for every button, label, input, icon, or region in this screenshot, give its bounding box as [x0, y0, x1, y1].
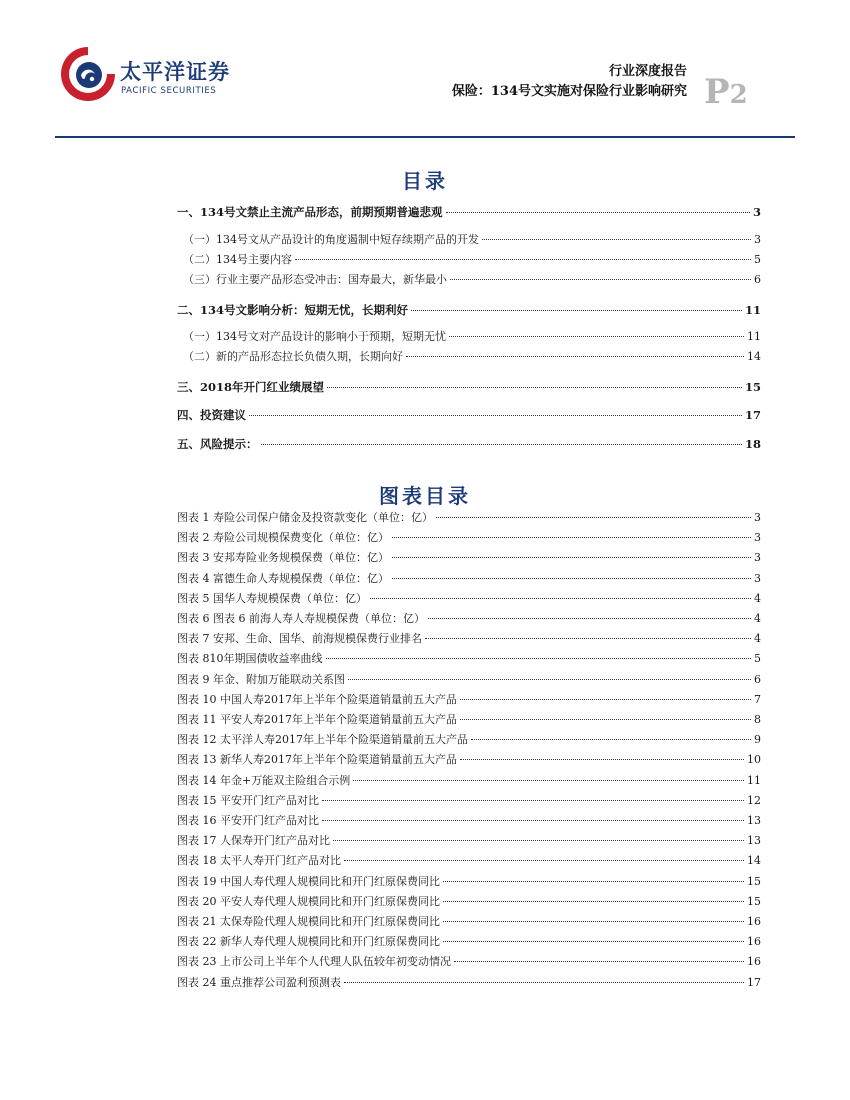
toc-entry-page: 4: [754, 632, 761, 646]
toc-entry-page: 6: [754, 672, 761, 686]
page-prefix: P: [704, 72, 730, 112]
toc-entry[interactable]: [177, 774, 761, 788]
toc-entry-label: （二）134号主要内容: [183, 253, 292, 266]
toc-entry-label: （二）新的产品形态拉长负债久期，长期向好: [183, 350, 403, 363]
dot-leader: [436, 517, 751, 518]
toc-entry-page: 16: [747, 955, 761, 969]
brand-name-en: PACIFIC SECURITIES: [121, 86, 217, 96]
toc-entry-page: 15: [747, 894, 761, 908]
toc-entry-page: 9: [754, 733, 761, 747]
toc-entry-page: 11: [744, 303, 761, 317]
dot-leader: [450, 279, 751, 280]
toc-entry[interactable]: [177, 976, 761, 990]
toc-entry-page: 13: [747, 834, 761, 848]
toc-entry-page: 11: [747, 330, 761, 343]
toc-entry-label: 图表 3 安邦寿险业务规模保费（单位：亿）: [177, 551, 389, 565]
toc-entry-label: 四、投资建议: [177, 408, 246, 422]
dot-leader: [295, 259, 751, 260]
toc-entry[interactable]: [177, 531, 761, 545]
figures-title: 图表目录: [379, 484, 471, 508]
toc-entry-label: 图表 2 寿险公司规模保费变化（单位：亿）: [177, 531, 389, 545]
toc-entry[interactable]: [177, 794, 761, 808]
toc-entry[interactable]: [177, 673, 761, 687]
dot-leader: [411, 310, 742, 311]
toc-entry-page: 17: [747, 975, 761, 989]
toc-entry-label: 图表 4 富德生命人寿规模保费（单位：亿）: [177, 571, 389, 585]
toc-entry-label: 图表 23 上市公司上半年个人代理人队伍较年初变动情况: [177, 955, 451, 969]
dot-leader: [428, 618, 751, 619]
toc-entry-label: 图表 17 人保寿开门红产品对比: [177, 834, 330, 848]
toc-entry-page: 8: [754, 713, 761, 726]
dot-leader: [482, 239, 751, 240]
dot-leader: [370, 598, 751, 599]
dot-leader: [392, 578, 751, 579]
toc-entry-page: 15: [747, 874, 761, 888]
toc-entry-label: （一）134号文从产品设计的角度遏制中短存续期产品的开发: [183, 233, 479, 246]
toc-entry[interactable]: [183, 233, 761, 247]
toc-entry-label: 图表 14 年金+万能双主险组合示例: [177, 773, 351, 787]
dot-leader: [249, 415, 742, 416]
toc-entry-page: 3: [754, 551, 761, 565]
toc-entry-label: 图表 20 平安人寿代理人规模同比和开门红原保费同比: [177, 894, 440, 908]
toc-entry[interactable]: [177, 935, 761, 949]
toc-entry-page: 16: [747, 915, 761, 928]
dot-leader: [406, 356, 744, 357]
dot-leader: [344, 982, 744, 983]
toc-entry[interactable]: [177, 551, 761, 565]
toc-entry-label: 一、134号文禁止主流产品形态，前期预期普遍悲观: [177, 205, 443, 219]
toc-entry-page: 15: [744, 380, 761, 394]
toc-entry[interactable]: [177, 303, 761, 317]
toc-entry-page: 4: [754, 612, 761, 625]
toc-entry-page: 14: [747, 854, 761, 868]
dot-leader: [327, 387, 742, 388]
dot-leader: [471, 739, 751, 740]
toc-entry[interactable]: [177, 437, 761, 451]
page-number-value: 2: [729, 80, 748, 110]
toc-entry[interactable]: [177, 612, 761, 626]
dot-leader: [460, 759, 744, 760]
toc-entry[interactable]: [177, 955, 761, 969]
toc-entry-label: （一）134号文对产品设计的影响小于预期，短期无忧: [183, 330, 446, 343]
toc-entry[interactable]: [177, 854, 761, 868]
toc-entry[interactable]: [177, 511, 761, 525]
toc-title: 目录: [402, 169, 448, 193]
toc-entry-label: 图表 11 平安人寿2017年上半年个险渠道销量前五大产品: [177, 713, 457, 726]
dot-leader: [449, 336, 744, 337]
dot-leader: [322, 820, 744, 821]
dot-leader: [322, 800, 744, 801]
toc-entry-label: 图表 5 国华人寿规模保费（单位：亿）: [177, 591, 367, 605]
toc-entry-page: 5: [754, 253, 761, 266]
toc-entry-label: 五、风险提示：: [177, 437, 258, 451]
toc-entry-page: 6: [754, 273, 761, 286]
dot-leader: [353, 780, 744, 781]
pacific-securities-logo-icon: [58, 44, 118, 104]
toc-entry[interactable]: [177, 713, 761, 727]
dot-leader: [344, 860, 744, 861]
toc-entry-label: 图表 15 平安开门红产品对比: [177, 793, 319, 807]
toc-entry[interactable]: [177, 895, 761, 909]
toc-entry[interactable]: [183, 253, 761, 267]
toc-entry-page: 11: [747, 773, 761, 787]
toc-entry-page: 12: [747, 793, 761, 807]
toc-entry[interactable]: [177, 572, 761, 586]
dot-leader: [326, 658, 752, 659]
dot-leader: [348, 679, 751, 680]
toc-entry-label: 图表 1 寿险公司保户储金及投资款变化（单位：亿）: [177, 511, 433, 524]
toc-entry-label: 图表 19 中国人寿代理人规模同比和开门红原保费同比: [177, 874, 440, 888]
toc-entry-label: 图表 13 新华人寿2017年上半年个险渠道销量前五大产品: [177, 753, 457, 767]
dot-leader: [443, 881, 744, 882]
toc-entry-page: 18: [744, 437, 761, 451]
toc-entry[interactable]: [177, 380, 761, 394]
dot-leader: [261, 444, 742, 445]
header-divider: [55, 136, 795, 138]
toc-entry[interactable]: [177, 693, 761, 707]
toc-entry-label: 图表 10 中国人寿2017年上半年个险渠道销量前五大产品: [177, 692, 457, 706]
toc-entry-page: 14: [747, 350, 761, 363]
toc-entry-page: 3: [754, 571, 761, 585]
toc-entry-label: 图表 16 平安开门红产品对比: [177, 814, 319, 827]
toc-entry[interactable]: [177, 205, 761, 219]
toc-entry[interactable]: [183, 273, 761, 287]
toc-entry[interactable]: [177, 834, 761, 848]
toc-entry[interactable]: [177, 632, 761, 646]
toc-entry[interactable]: [183, 350, 761, 364]
dot-leader: [333, 840, 744, 841]
toc-entry-label: 图表 9 年金、附加万能联动关系图: [177, 672, 345, 686]
toc-entry[interactable]: [177, 733, 761, 747]
toc-entry[interactable]: [177, 875, 761, 889]
report-type: 行业深度报告: [608, 64, 687, 79]
toc-entry-label: 图表 6 图表 6 前海人寿人寿规模保费（单位：亿）: [177, 612, 425, 625]
toc-entry[interactable]: [177, 814, 761, 828]
dot-leader: [392, 557, 751, 558]
toc-entry-page: 5: [754, 652, 761, 666]
dot-leader: [443, 941, 744, 942]
toc-entry-page: 10: [747, 753, 761, 767]
report-title: 保险：134号文实施对保险行业影响研究: [451, 84, 687, 99]
toc-entry-label: 图表 12 太平洋人寿2017年上半年个险渠道销量前五大产品: [177, 733, 468, 747]
toc-entry[interactable]: [177, 915, 761, 929]
dot-leader: [446, 212, 750, 213]
brand-name-cn: 太平洋证券: [120, 60, 230, 84]
toc-entry-label: 图表 21 太保寿险代理人规模同比和开门红原保费同比: [177, 915, 440, 928]
toc-entry-label: 二、134号文影响分析：短期无忧，长期利好: [177, 303, 409, 317]
toc-entry-page: 16: [747, 935, 761, 949]
toc-entry-page: 13: [747, 814, 761, 827]
toc-entry-label: 图表 7 安邦、生命、国华、前海规模保费行业排名: [177, 632, 422, 646]
dot-leader: [454, 961, 744, 962]
toc-entry[interactable]: [177, 592, 761, 606]
toc-entry[interactable]: [177, 408, 761, 422]
toc-entry-page: 7: [754, 692, 761, 706]
toc-entry-page: 3: [752, 205, 761, 219]
toc-entry-page: 4: [754, 591, 761, 605]
toc-entry-page: 17: [744, 408, 761, 422]
toc-entry-label: 图表 24 重点推荐公司盈利预测表: [177, 975, 341, 989]
page-number: [704, 72, 748, 112]
toc-entry-label: 三、2018年开门红业绩展望: [177, 380, 325, 394]
toc-entry-label: 图表 810年期国债收益率曲线: [177, 652, 323, 666]
dot-leader: [460, 719, 751, 720]
toc-entry-page: 3: [754, 233, 761, 246]
toc-entry[interactable]: [177, 652, 761, 666]
dot-leader: [392, 537, 751, 538]
toc-entry[interactable]: [183, 330, 761, 344]
toc-entry-label: 图表 18 太平人寿开门红产品对比: [177, 854, 341, 868]
toc-entry-page: 3: [754, 531, 761, 545]
dot-leader: [425, 638, 751, 639]
dot-leader: [443, 921, 744, 922]
dot-leader: [443, 901, 744, 902]
toc-entry-label: （三）行业主要产品形态受冲击：国寿最大，新华最小: [183, 273, 447, 286]
dot-leader: [460, 699, 751, 700]
toc-entry-page: 3: [754, 511, 761, 524]
toc-entry[interactable]: [177, 753, 761, 767]
toc-entry-label: 图表 22 新华人寿代理人规模同比和开门红原保费同比: [177, 935, 440, 949]
